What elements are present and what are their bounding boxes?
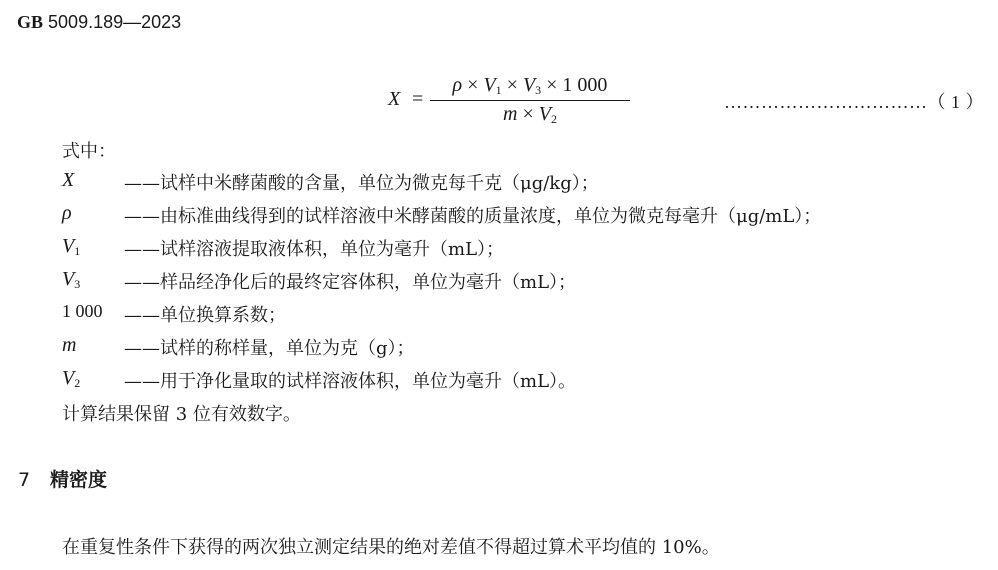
result-note: 计算结果保留 3 位有效数字。 [62, 404, 301, 425]
where-label: 式中： [62, 141, 116, 162]
definition-symbol: $V_3$ [62, 268, 81, 291]
fraction-bar [430, 100, 630, 101]
den-v-sub: 2 [550, 112, 557, 127]
definition-text: ——样品经净化后的最终定容体积，单位为毫升（mL）； [124, 272, 577, 293]
definition-symbol: $V_1$ [62, 235, 81, 258]
definition-symbol: ρ [62, 202, 72, 224]
definition-symbol: 1 000 [62, 301, 103, 321]
num-v3: V [522, 74, 536, 96]
definition-text: ——由标准曲线得到的试样溶液中米酵菌酸的质量浓度，单位为微克每毫升（μg/mL）； [124, 206, 822, 227]
section-body: 在重复性条件下获得的两次独立测定结果的绝对差值不得超过算术平均值的 10%。 [62, 537, 720, 558]
num-v-sub: 1 [495, 83, 502, 97]
standard-header [17, 12, 181, 33]
den-times: × [517, 103, 539, 126]
definition-symbol: X [62, 169, 75, 191]
formula-numerator [430, 74, 630, 100]
num-times-1: × [462, 74, 484, 96]
num-factor: × 1 000 [541, 74, 608, 96]
num-times-2: × [501, 74, 523, 96]
definition-text: ——试样溶液提取液体积，单位为毫升（mL）； [124, 239, 505, 260]
num-v3-sub: 3 [535, 83, 542, 97]
formula-lhs: X [388, 88, 401, 110]
formula-fraction [430, 74, 630, 127]
formula-denominator [430, 103, 630, 127]
den-v: V [538, 103, 551, 126]
definition-text: ——单位换算系数； [124, 305, 286, 326]
definition-symbol: $V_2$ [62, 367, 81, 390]
num-rho: ρ [452, 74, 463, 96]
standard-number: 5009.189—2023 [48, 12, 182, 32]
section-number: 7 [18, 469, 31, 491]
section-title: 精密度 [50, 469, 108, 491]
definition-text: ——试样的称样量，单位为克（g）； [124, 338, 415, 359]
definition-text: ——用于净化量取的试样溶液体积，单位为毫升（mL）。 [124, 371, 577, 392]
section-heading [18, 465, 107, 492]
den-m: m [503, 103, 518, 126]
standard-prefix: GB [17, 12, 44, 32]
definition-symbol: m [62, 334, 77, 356]
num-v: V [483, 74, 496, 96]
formula-equals: = [412, 88, 424, 110]
equation-number: ……………………………（ 1 ） [724, 92, 984, 112]
definition-text: ——试样中米酵菌酸的含量，单位为微克每千克（μg/kg）； [124, 173, 599, 194]
